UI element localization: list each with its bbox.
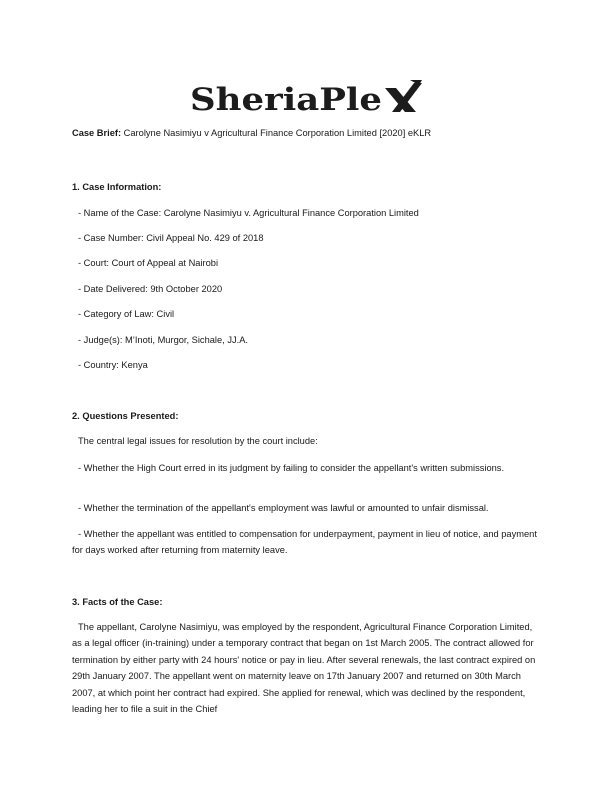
case-info-court: - Court: Court of Appeal at Nairobi [78, 258, 219, 268]
case-info-category: - Category of Law: Civil [78, 309, 175, 319]
question-item: - Whether the High Court erred in its judgment by failing to consider the appellant's written submissions. [78, 463, 505, 473]
case-info-judges: - Judge(s): M’Inoti, Murgor, Sichale, JJ.A. [78, 335, 248, 345]
questions-heading: 2. Questions Presented: [72, 411, 179, 421]
case-info-country: - Country: Kenya [78, 360, 148, 370]
case-info-name: - Name of the Case: Carolyne Nasimiyu v. Agricultural Finance Corporation Limited [78, 208, 419, 218]
case-info-number: - Case Number: Civil Appeal No. 429 of 2018 [78, 233, 264, 243]
case-brief-label: Case Brief: [72, 128, 122, 138]
logo-x-mark [385, 80, 422, 112]
case-brief-title: Carolyne Nasimiyu v Agricultural Finance Corporation Limited [2020] eKLR [121, 128, 432, 138]
question-item: - Whether the appellant was entitled to compensation for underpayment, payment in lieu of notice, and payment for days worked after returning from maternity leave. [72, 529, 537, 556]
case-brief-line [72, 127, 431, 140]
logo-wordmark: SheriaPle [190, 82, 382, 118]
case-info-date: - Date Delivered: 9th October 2020 [78, 284, 223, 294]
facts-heading: 3. Facts of the Case: [72, 597, 163, 607]
sheriaplex-logo [0, 76, 612, 120]
case-information-heading: 1. Case Information: [72, 182, 162, 192]
questions-intro: The central legal issues for resolution by the court include: [78, 436, 318, 446]
question-item: - Whether the termination of the appellant's employment was lawful or amounted to unfair dismissal. [78, 503, 489, 513]
logo-graphic [186, 76, 426, 120]
facts-paragraph: The appellant, Carolyne Nasimiyu, was employed by the respondent, Agricultural Finance Corporation Limited, as a legal officer (in-training) under a temporary contract that began on 1st March 2005. The contract allowed for termination by either party with 24 hours' notice or pay in lieu. After several renewals, the last contract expired on 29th January 2007. The appellant went on maternity leave on 17th January 2007 and returned on 30th March 2007, at which point her contract had expired. She applied for renewal, which was declined by the respondent, leading her to file a suit in the Chief [72, 622, 536, 715]
